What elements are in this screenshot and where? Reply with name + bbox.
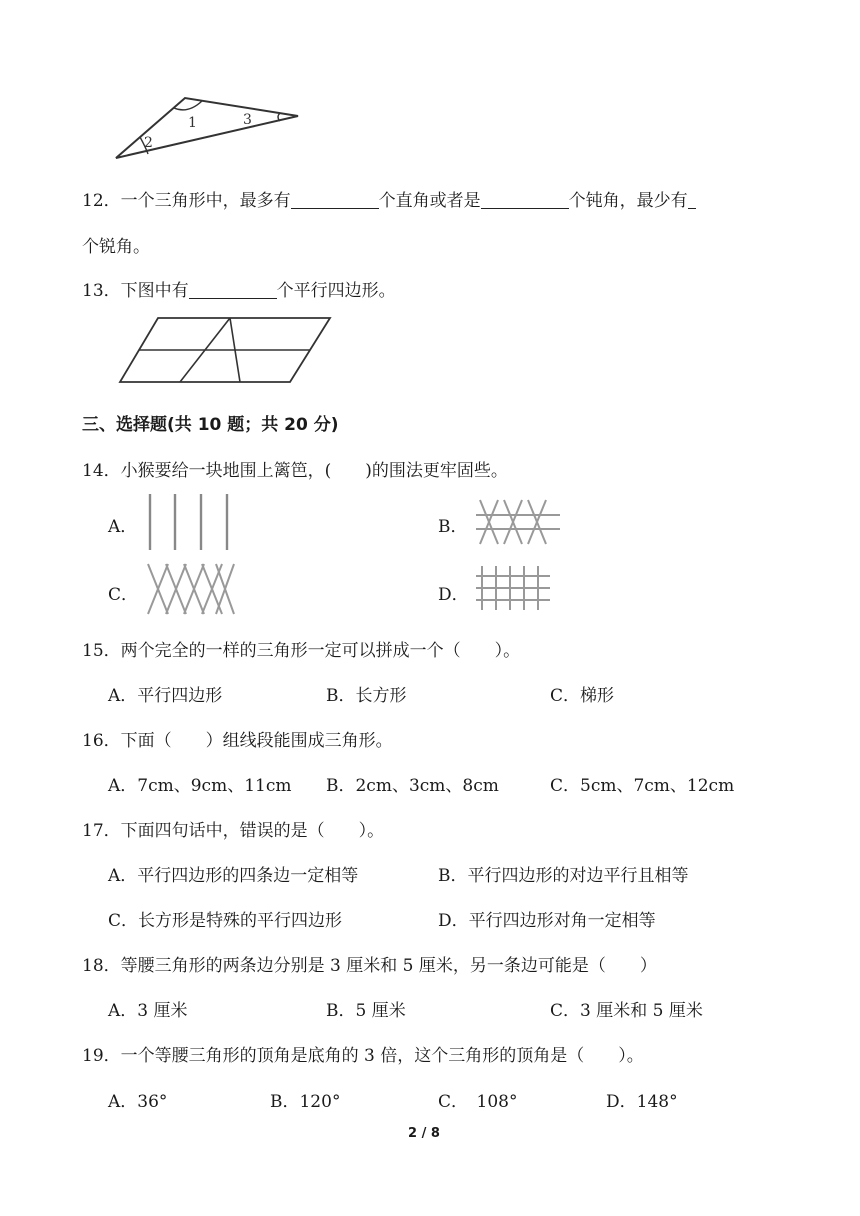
q16-number: 16．: [82, 731, 121, 751]
q17-option-d[interactable]: D．平行四边形对角一定相等: [438, 911, 656, 931]
angle-label-3: 3: [243, 112, 252, 128]
q18-option-c[interactable]: C．3 厘米和 5 厘米: [550, 1001, 703, 1021]
fence-d-image: [474, 564, 554, 612]
q12-blank-1[interactable]: [291, 190, 379, 209]
q17-option-b[interactable]: B．平行四边形的对边平行且相等: [438, 866, 689, 886]
q15-option-a[interactable]: A．平行四边形: [108, 686, 223, 706]
q14-text: 小猴要给一块地围上篱笆，( )的围法更牢固些。: [120, 461, 508, 481]
question-14: [82, 456, 508, 481]
question-18: [82, 951, 657, 976]
q15-number: 15．: [82, 641, 121, 661]
q15-option-b[interactable]: B．长方形: [326, 686, 407, 706]
angle-label-2: 2: [144, 135, 153, 151]
q15-option-c[interactable]: C．梯形: [550, 686, 615, 706]
q17-option-a[interactable]: A．平行四边形的四条边一定相等: [108, 866, 359, 886]
question-12: [82, 186, 696, 211]
q17-number: 17．: [82, 821, 121, 841]
q19-option-c[interactable]: C． 108°: [438, 1092, 518, 1112]
q12-blank-2[interactable]: [481, 190, 569, 209]
q19-text: 一个等腰三角形的顶角是底角的 3 倍，这个三角形的顶角是（ ）。: [120, 1046, 644, 1066]
question-15: [82, 636, 520, 661]
q16-option-a[interactable]: A．7cm、9cm、11cm: [108, 776, 292, 796]
question-17: [82, 816, 384, 841]
q16-option-b[interactable]: B．2cm、3cm、8cm: [326, 776, 499, 796]
q19-option-d[interactable]: D．148°: [606, 1092, 678, 1112]
q19-option-a[interactable]: A．36°: [108, 1092, 168, 1112]
triangle-figure: [110, 92, 310, 164]
q17-option-c[interactable]: C．长方形是特殊的平行四边形: [108, 911, 343, 931]
q15-text: 两个完全的一样的三角形一定可以拼成一个（ ）。: [120, 641, 521, 661]
q13-number: 13．: [82, 281, 121, 301]
q13-blank[interactable]: [189, 280, 277, 299]
q14-number: 14．: [82, 461, 121, 481]
q14-option-a-label[interactable]: A．: [108, 517, 138, 537]
q12-text-1: 一个三角形中，最多有: [120, 191, 291, 211]
q18-option-b[interactable]: B．5 厘米: [326, 1001, 406, 1021]
section-3-heading: 三、选择题(共 10 题；共 20 分): [82, 415, 339, 435]
question-16: [82, 726, 393, 751]
q13-text-1: 下图中有: [120, 281, 189, 301]
q18-text: 等腰三角形的两条边分别是 3 厘米和 5 厘米，另一条边可能是（ ）: [120, 956, 657, 976]
q17-text: 下面四句话中，错误的是（ ）。: [120, 821, 385, 841]
fence-a-image: [144, 492, 234, 552]
fence-b-image: [474, 498, 564, 546]
q12-text-4: 个锐角。: [82, 237, 150, 257]
q14-option-b-label[interactable]: B．: [438, 517, 468, 537]
q13-text-2: 个平行四边形。: [276, 281, 396, 301]
q12-text-2: 个直角或者是: [378, 191, 481, 211]
angle-label-1: 1: [188, 115, 197, 131]
question-19: [82, 1041, 644, 1066]
q19-number: 19．: [82, 1046, 121, 1066]
fence-c-image: [144, 562, 238, 616]
q18-option-a[interactable]: A．3 厘米: [108, 1001, 188, 1021]
q14-option-d-label[interactable]: D．: [438, 585, 469, 605]
q12-blank-3[interactable]: [688, 190, 696, 209]
q18-number: 18．: [82, 956, 121, 976]
q12-number: 12．: [82, 191, 121, 211]
q16-text: 下面（ ）组线段能围成三角形。: [120, 731, 393, 751]
question-13: [82, 276, 396, 301]
q16-option-c[interactable]: C．5cm、7cm、12cm: [550, 776, 735, 796]
q19-option-b[interactable]: B．120°: [270, 1092, 341, 1112]
q14-option-c-label[interactable]: C．: [108, 585, 139, 605]
parallelogram-figure: [118, 314, 338, 386]
page-number: 2 / 8: [408, 1126, 440, 1141]
q12-text-3: 个钝角，最少有: [568, 191, 688, 211]
